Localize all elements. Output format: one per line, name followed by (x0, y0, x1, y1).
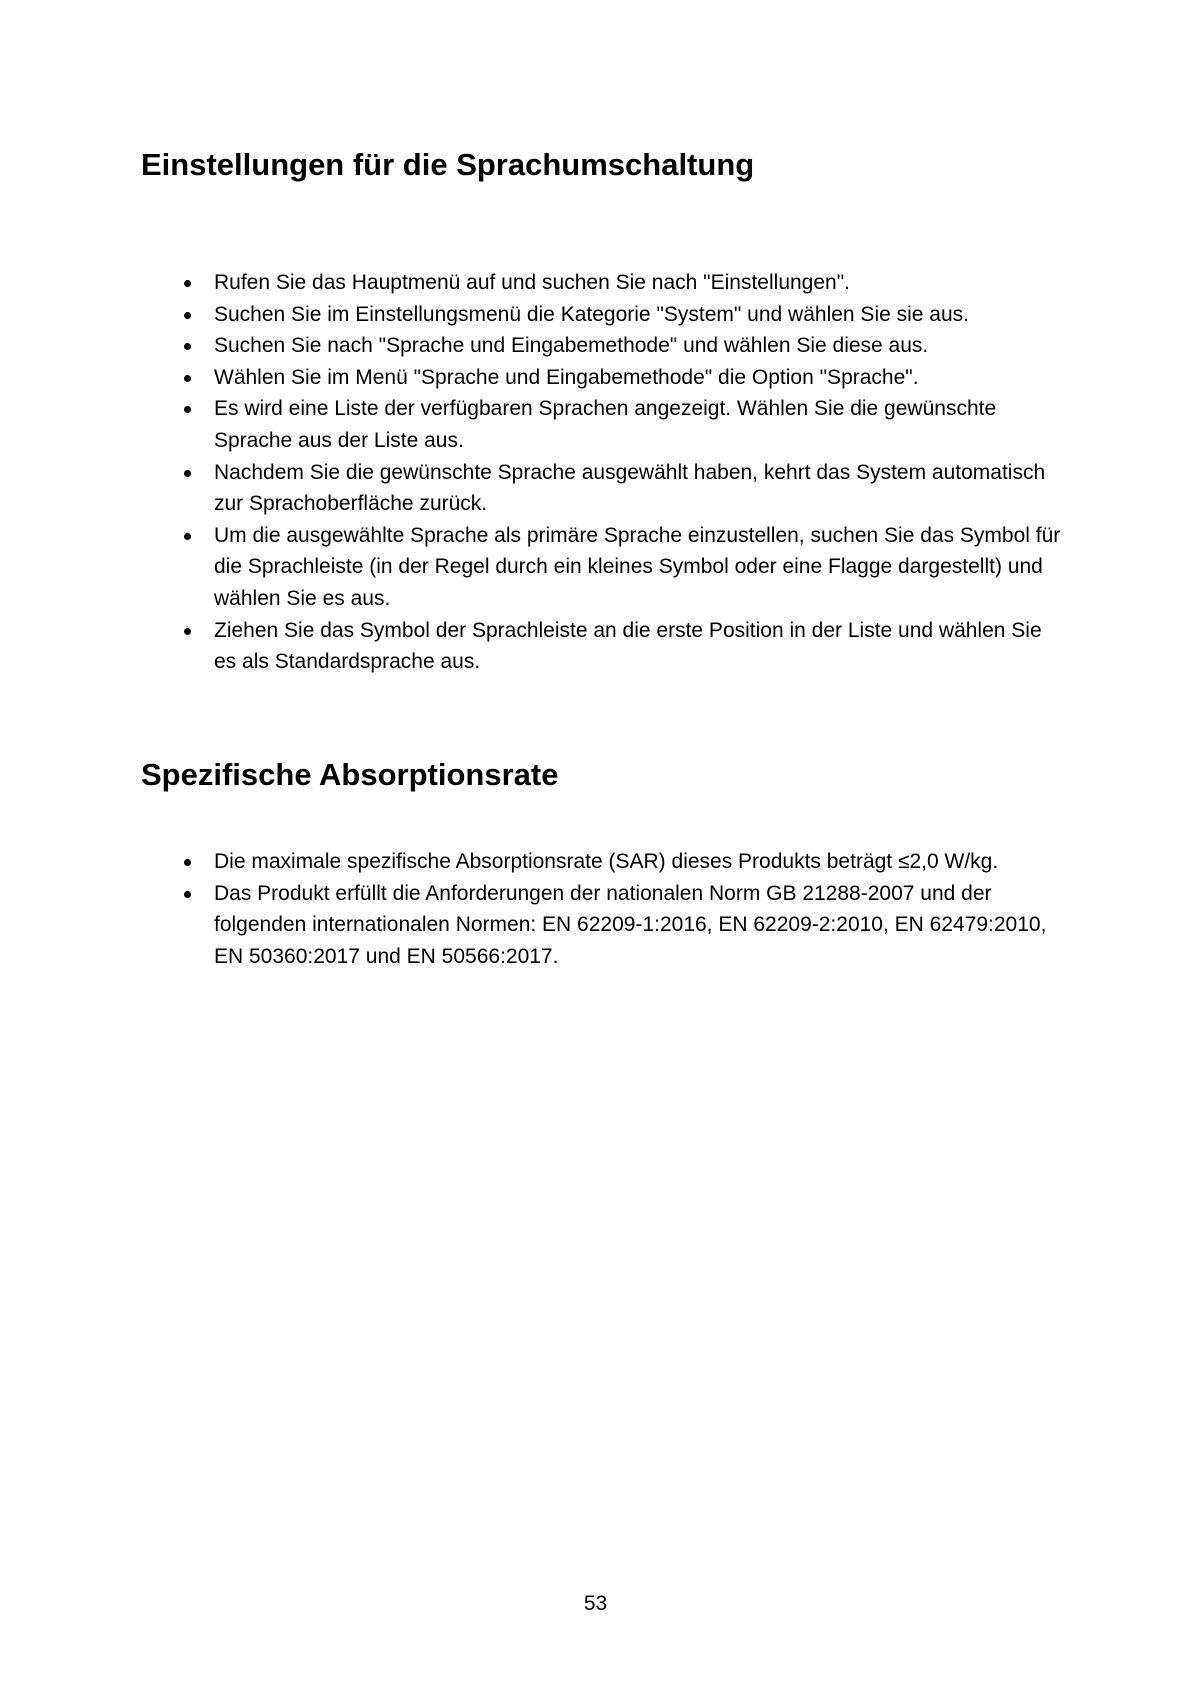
bullet-icon (184, 375, 191, 382)
list-item (141, 362, 1061, 394)
bullet-icon (184, 533, 191, 540)
bullet-icon (184, 891, 191, 898)
page-number: 53 (583, 1592, 608, 1615)
bullet-icon (184, 280, 191, 287)
list-item (141, 330, 1061, 362)
section-heading-language-settings: Einstellungen für die Sprachumschaltung (141, 147, 755, 182)
bullet-icon (184, 859, 191, 866)
bullet-icon (184, 343, 191, 350)
list-item (141, 393, 1061, 456)
list-item-text: Suchen Sie im Einstellungsmenü die Kategorie "System" und wählen Sie sie aus. (214, 302, 969, 326)
bullet-icon (184, 470, 191, 477)
bullet-icon (184, 312, 191, 319)
list-item (141, 846, 1061, 878)
list-item-text: Wählen Sie im Menü "Sprache und Eingabemethode" die Option "Sprache". (214, 365, 919, 389)
list-item-text: Rufen Sie das Hauptmenü auf und suchen Sie nach "Einstellungen". (214, 271, 850, 294)
language-settings-list (141, 267, 1061, 678)
list-item (141, 457, 1061, 520)
list-item (141, 615, 1061, 678)
list-item-text: Die maximale spezifische Absorptionsrate (SAR) dieses Produkts beträgt ≤2,0 W/kg. (214, 850, 999, 873)
list-item (141, 267, 1061, 299)
bullet-icon (184, 406, 191, 413)
section-heading-sar: Spezifische Absorptionsrate (141, 757, 559, 792)
sar-list (141, 846, 1061, 972)
list-item-text: Es wird eine Liste der verfügbaren Sprachen angezeigt. Wählen Sie die gewünschte Sprache aus der Liste aus. (214, 397, 997, 452)
list-item-text: Suchen Sie nach "Sprache und Eingabemethode" und wählen Sie diese aus. (214, 334, 929, 358)
list-item-text: Das Produkt erfüllt die Anforderungen der nationalen Norm GB 21288-2007 und der folgenden internationalen Normen: EN 62209-1:2016, EN 62209-2:2010, EN 62479:2010, EN 50360:2017 und EN 50566:2017. (214, 881, 1047, 968)
list-item-text: Ziehen Sie das Symbol der Sprachleiste an die erste Position in der Liste und wählen Sie es als Standardsprache aus. (214, 618, 1042, 674)
list-item-text: Um die ausgewählte Sprache als primäre Sprache einzustellen, suchen Sie das Symbol für die Sprachleiste (in der Regel durch ein kleines Symbol oder eine Flagge dargestellt) und wählen Sie es aus. (214, 523, 1061, 610)
list-item (141, 878, 1061, 973)
list-item-text: Nachdem Sie die gewünschte Sprache ausgewählt haben, kehrt das System automatisch zur Sprachoberfläche zurück. (214, 460, 1046, 516)
list-item (141, 520, 1061, 615)
list-item (141, 299, 1061, 331)
bullet-icon (184, 628, 191, 635)
